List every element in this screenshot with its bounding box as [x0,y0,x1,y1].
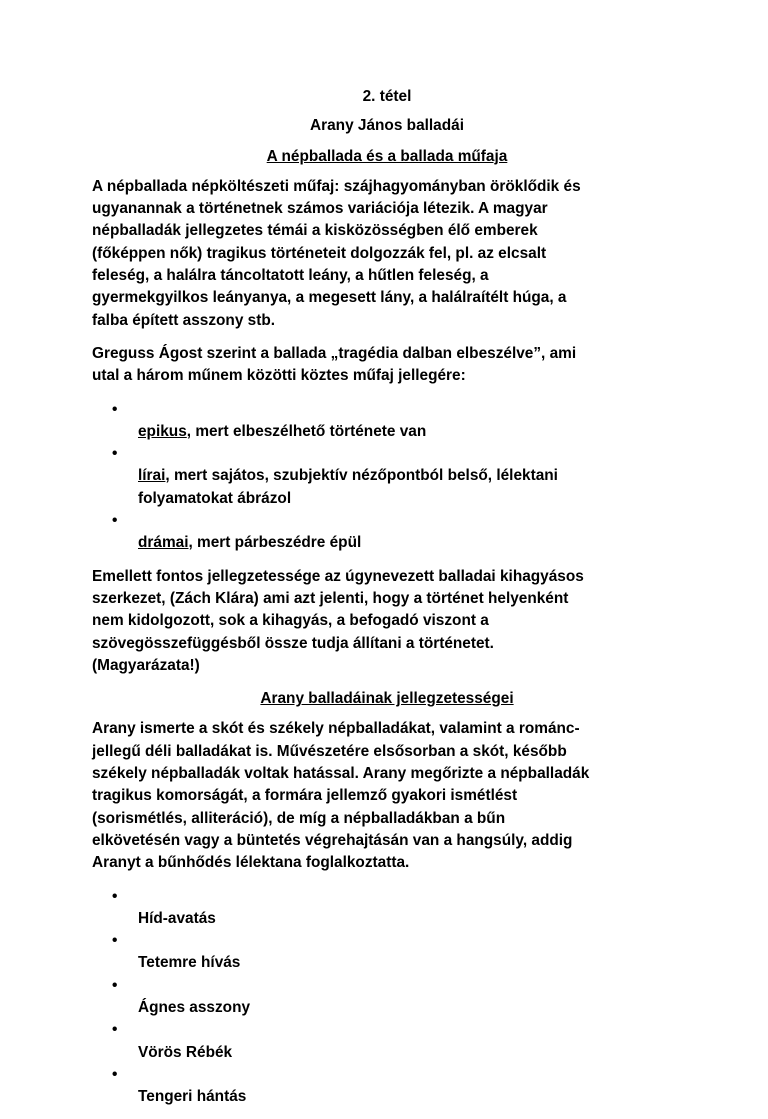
list-item-lyric [92,443,682,510]
list-item-ballad-title [92,1019,682,1064]
list-item-ballad-title [92,1064,682,1109]
bullet-icon: • [112,512,118,530]
ballad-title: Ágnes asszony [138,998,251,1016]
paragraph-ballad-structure: Emellett fontos jellegzetessége az úgynevezett balladai kihagyásos szerkezet, (Zách Klára) ami azt jelenti, hogy a történet helyenként nem kidolgozott, sok a kihagyás, a befogadó viszont a szövegösszefüggésből össze tudja állítani a történetet. (Magyarázata!) [92,567,584,674]
bullet-icon: • [112,976,118,994]
bullet-icon: • [112,445,118,463]
genre-explanation: , mert sajátos, szubjektív nézőpontból belső, lélektani folyamatokat ábrázol [138,467,558,507]
document-page [92,86,682,1119]
document-number-title: 2. tétel [362,88,412,105]
bullet-icon: • [112,1021,118,1039]
genre-list [92,399,682,555]
ballad-title: Vörös Rébék [138,1043,233,1061]
paragraph-greguss-quote: Greguss Ágost szerint a ballada „tragédia dalban elbeszélve”, ami utal a három műnem közötti köztes műfaj jellegére: [92,344,577,385]
paragraph-folk-ballad-definition: A népballada népköltészeti műfaj: szájhagyományban öröklődik és ugyanannak a történetnek számos variációja létezik. A magyar népballadák jellegzetes témái a kisközösségben élő emberek (főképpen nők) tragikus történeteit dolgozzák fel, pl. az elcsalt feleség, a halálra táncoltatott leány, a hűtlen feleség, a gyermekgyilkos leányanya, a megesett lány, a halálraítélt húga, a falba épített asszony stb. [92,177,581,329]
bullet-icon: • [112,1065,118,1083]
genre-explanation: , mert párbeszédre épül [188,534,362,552]
list-item-ballad-title [92,886,682,931]
genre-term: drámai [138,534,189,552]
section-heading-folk-ballad: A népballada és a ballada műfaja [266,147,508,165]
list-item-ballad-title [92,930,682,975]
bullet-icon: • [112,887,118,905]
bullet-icon: • [112,400,118,418]
list-item-epic [92,399,682,444]
document-main-title: Arany János balladái [310,117,464,135]
paragraph-arany-influences: Arany ismerte a skót és székely népballadákat, valamint a románc- jellegű déli balladákat is. Művészetére elsősorban a skót, később székely népballadák voltak hatással. Arany megőrizte a népballadák tragikus komorságát, a formára jellemző gyakori ismétlést (sorismétlés, alliteráció), de míg a népballadákban a bűn elkövetésén vagy a büntetés végrehajtásán van a hangsúly, addig Aranyt a bűnhődés lélektana foglalkoztatta. [92,720,590,872]
genre-explanation: , mert elbeszélhető története van [186,422,427,440]
list-item-ballad-title [92,975,682,1020]
ballad-title: Tetemre hívás [138,954,241,972]
ballad-title-list [92,886,682,1109]
section-heading-arany-ballads: Arany balladáinak jellegzetességei [260,690,514,708]
list-item-dramatic [92,510,682,555]
genre-term: epikus [138,422,187,440]
genre-term: lírai [138,467,166,485]
ballad-title: Híd-avatás [138,909,216,927]
bullet-icon: • [112,932,118,950]
ballad-title: Tengeri hántás [138,1088,247,1106]
